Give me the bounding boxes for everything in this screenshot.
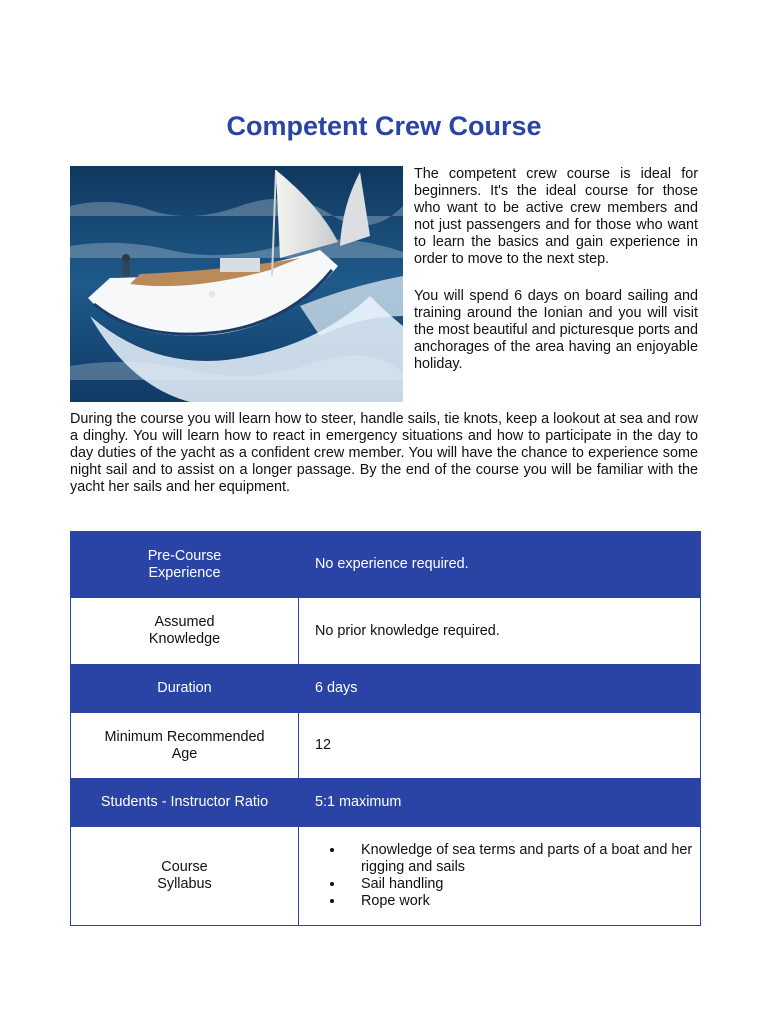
row-value: No prior knowledge required.	[299, 598, 701, 665]
intro-paragraph-2: You will spend 6 days on board sailing and training around the Ionian and you will visit the most beautiful and picturesque ports and anchorages of the area having an enjoyable holiday.	[414, 288, 698, 373]
course-description: During the course you will learn how to steer, handle sails, tie knots, keep a lookout at sea and row a dinghy. You will learn how to react in emergency situations and how to participate in the day to day duties of the yacht as a confident crew member. You will have the chance to experience some night sail and to assist on a longer passage. By the end of the course you will be familiar with the yacht her sails and her equipment.	[70, 411, 698, 495]
table-row	[71, 779, 701, 827]
row-value: 6 days	[299, 665, 701, 713]
row-label: Duration	[71, 665, 299, 713]
row-value	[299, 827, 701, 926]
sailing-yacht-photo	[70, 166, 403, 402]
intro-paragraph-1: The competent crew course is ideal for beginners. It's the ideal course for those who want to be active crew members and not just passengers and for those who want to learn the basics and gain experience in order to move to the next step.	[414, 166, 698, 267]
row-label: Course Syllabus	[71, 827, 299, 926]
table-row	[71, 665, 701, 713]
list-item: • Rope work	[345, 893, 700, 910]
course-info-table	[70, 531, 701, 926]
list-item: • Sail handling	[345, 876, 700, 893]
table-row	[71, 713, 701, 779]
page-title: Competent Crew Course	[226, 111, 542, 141]
row-value: 12	[299, 713, 701, 779]
table-row	[71, 532, 701, 598]
intro-text	[414, 166, 698, 394]
list-item: • Knowledge of sea terms and parts of a boat and her rigging and sails	[345, 842, 700, 876]
row-label: Pre-Course Experience	[71, 532, 299, 598]
row-label: Assumed Knowledge	[71, 598, 299, 665]
row-value: 5:1 maximum	[299, 779, 701, 827]
row-value: No experience required.	[299, 532, 701, 598]
table-row	[71, 598, 701, 665]
row-label: Minimum Recommended Age	[71, 713, 299, 779]
syllabus-list	[299, 842, 700, 910]
table-row	[71, 827, 701, 926]
row-label: Students - Instructor Ratio	[71, 779, 299, 827]
